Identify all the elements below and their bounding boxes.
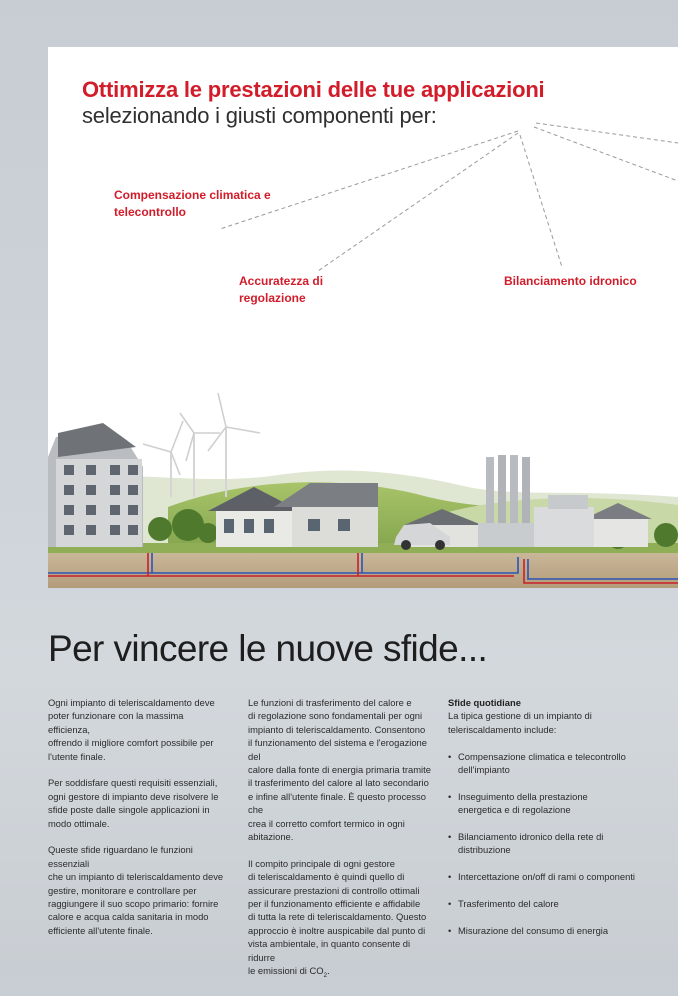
district-heating-illustration: [48, 347, 678, 588]
connector-line: [534, 127, 678, 181]
label-accuratezza: Accuratezza di regolazione: [239, 274, 324, 305]
connector-line: [318, 133, 518, 271]
paragraph: Ogni impianto di teleriscaldamento deve poter funzionare con la massima efficienza, offrendo il migliore comfort possibile per l'utente finale.: [48, 697, 215, 762]
connector-line: [520, 135, 562, 267]
list-item: • Compensazione climatica e telecontrollo dell'impianto: [448, 750, 653, 777]
paragraph: Il compito principale di ogni gestore di teleriscaldamento è quindi quello di assicurare prestazioni di controllo ottimali per il funzionamento efficiente e affidabile di tutta la rete di teleriscaldamento. Questo approccio è inoltre auspicabile dal punto di vista ambientale, in quanto consente di ridurre le emissioni di $CO_2$.: [248, 857, 427, 979]
label-bilanciamento: Bilanciamento idronico: [504, 274, 637, 288]
column-2: [248, 696, 433, 996]
connector-line: [536, 123, 678, 143]
list-item: • Misurazione del consumo di energia: [448, 924, 653, 937]
hero-panel: [48, 47, 678, 588]
list-item: • Intercettazione on/off di rami o componenti: [448, 870, 653, 883]
challenges-list: [448, 750, 653, 938]
column-3-heading: Sfide quotidiane: [448, 697, 521, 708]
hero-subtitle: selezionando i giusti componenti per:: [82, 103, 437, 128]
paragraph: Le funzioni di trasferimento del calore e di regolazione sono fondamentali per ogni impianto di teleriscaldamento. Consentono il funzionamento del sistema e l'erogazione del calore dalla fonte di energia primaria tramite il trasferimento del calore al lato secondario e infine all'utente finale. È questo processo che crea il corretto comfort termico in ogni abitazione.: [248, 697, 431, 843]
list-item: • Trasferimento del calore: [448, 897, 653, 910]
section-heading: Per vincere le nuove sfide...: [48, 628, 488, 669]
apartment-building: [48, 423, 143, 547]
list-item: • Inseguimento della prestazione energetica e di regolazione: [448, 790, 653, 817]
paragraph: Queste sfide riguardano le funzioni essenziali che un impianto di teleriscaldamento deve gestire, monitorare e controllare per raggiungere il suo scopo primario: fornire calore e acqua calda sanitaria in modo efficiente all'utente finale.: [48, 844, 224, 936]
label-compensazione: Compensazione climatica e telecontrollo: [114, 188, 271, 219]
list-item: • Bilanciamento idronico della rete di distribuzione: [448, 830, 653, 857]
hero-title: Ottimizza le prestazioni delle tue applicazioni: [82, 77, 545, 102]
column-1: [48, 696, 228, 951]
paragraph: Per soddisfare questi requisiti essenziali, ogni gestore di impianto deve risolvere le sfide poste dalle singole applicazioni in modo ottimale.: [48, 777, 219, 829]
column-3-intro: La tipica gestione di un impianto di teleriscaldamento include:: [448, 710, 592, 735]
column-3: [448, 696, 653, 937]
